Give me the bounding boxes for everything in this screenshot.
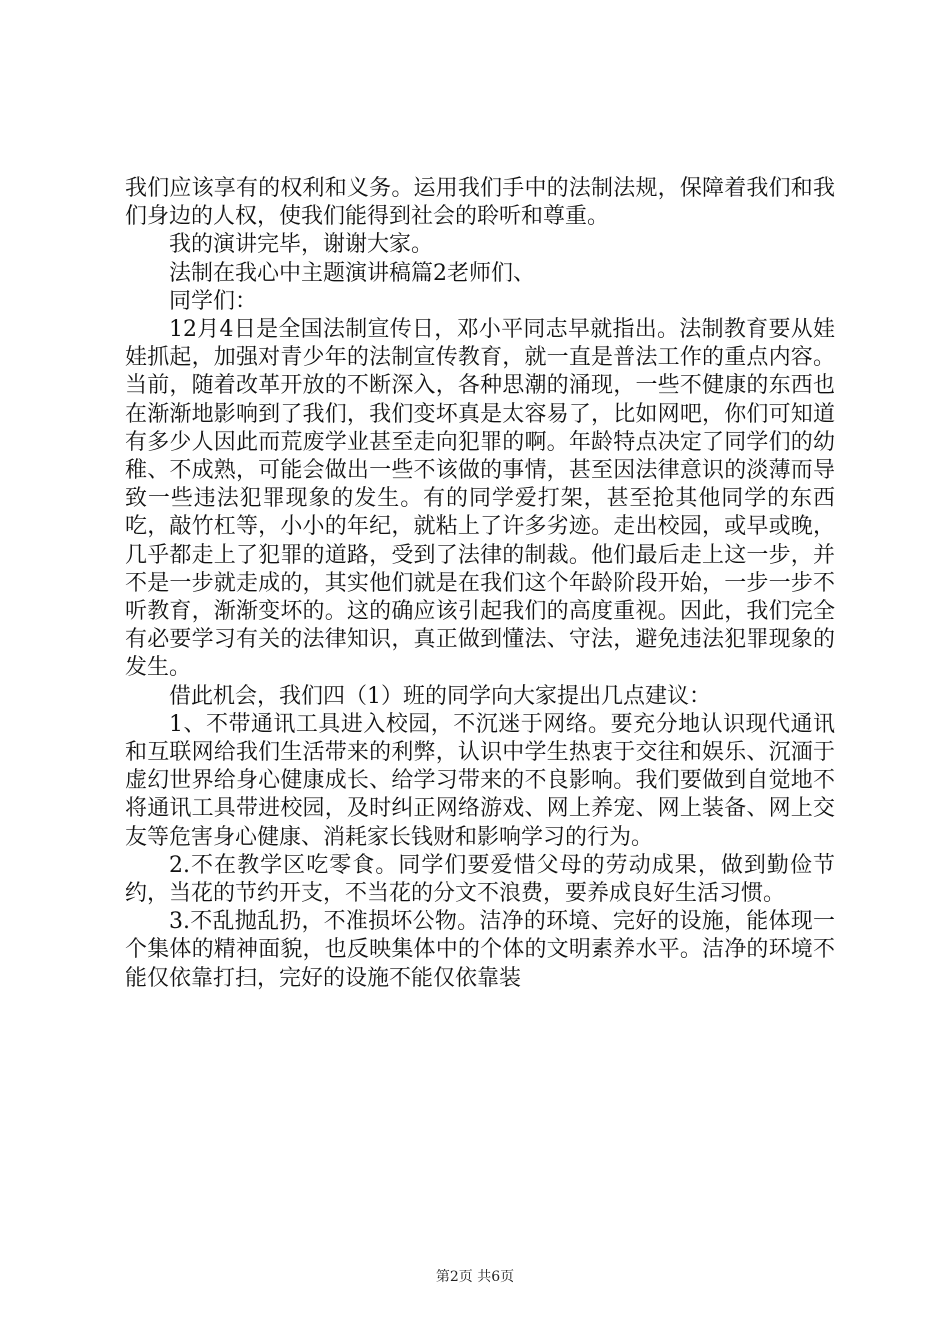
document-body — [125, 175, 835, 993]
paragraph-2: 我的演讲完毕，谢谢大家。 — [169, 232, 434, 258]
paragraph-4: 同学们： — [169, 288, 258, 314]
paragraph-3: 法制在我心中主题演讲稿篇2老师们、 — [169, 260, 535, 286]
page-footer: 第2页 共6页 — [435, 1269, 515, 1285]
paragraph-5: 12月4日是全国法制宣传日，邓小平同志早就指出。法制教育要从娃娃抓起，加强对青少年的法制宣传教育，就一直是普法工作的重点内容。当前，随着改革开放的不断深入，各种思潮的涌现，一些不健康的东西也在渐渐地影响到了我们，我们变坏真是太容易了，比如网吧，你们可知道有多少人因此而荒废学业甚至走向犯罪的啊。年龄特点决定了同学们的幼稚、不成熟，可能会做出一些不该做的事情，甚至因法律意识的淡薄而导致一些违法犯罪现象的发生。有的同学爱打架，甚至抢其他同学的东西吃，敲竹杠等，小小的年纪，就粘上了许多劣迹。走出校园，或早或晚，几乎都走上了犯罪的道路，受到了法律的制裁。他们最后走上这一步，并不是一步就走成的，其实他们就是在我们这个年龄阶段开始，一步一步不听教育，渐渐变坏的。这的确应该引起我们的高度重视。因此，我们完全有必要学习有关的法律知识，真正做到懂法、守法，避免违法犯罪现象的发生。 — [125, 317, 835, 681]
paragraph-9: 3.不乱抛乱扔，不准损坏公物。洁净的环境、完好的设施，能体现一个集体的精神面貌，也反映集体中的个体的文明素养水平。洁净的环境不能仅依靠打扫，完好的设施不能仅依靠装 — [125, 909, 835, 991]
paragraph-7: 1、不带通讯工具进入校园，不沉迷于网络。要充分地认识现代通讯和互联网给我们生活带来的利弊，认识中学生热衷于交往和娱乐、沉湎于虚幻世界给身心健康成长、给学习带来的不良影响。我们要做到自觉地不将通讯工具带进校园，及时纠正网络游戏、网上养宠、网上装备、网上交友等危害身心健康、消耗家长钱财和影响学习的行为。 — [125, 711, 835, 850]
paragraph-1: 我们应该享有的权利和义务。运用我们手中的法制法规，保障着我们和我们身边的人权，使我们能得到社会的聆听和尊重。 — [125, 176, 835, 230]
paragraph-6: 借此机会，我们四（1）班的同学向大家提出几点建议： — [169, 683, 711, 709]
paragraph-8: 2.不在教学区吃零食。同学们要爱惜父母的劳动成果，做到勤俭节约，当花的节约开支，不当花的分文不浪费，要养成良好生活习惯。 — [125, 852, 835, 907]
